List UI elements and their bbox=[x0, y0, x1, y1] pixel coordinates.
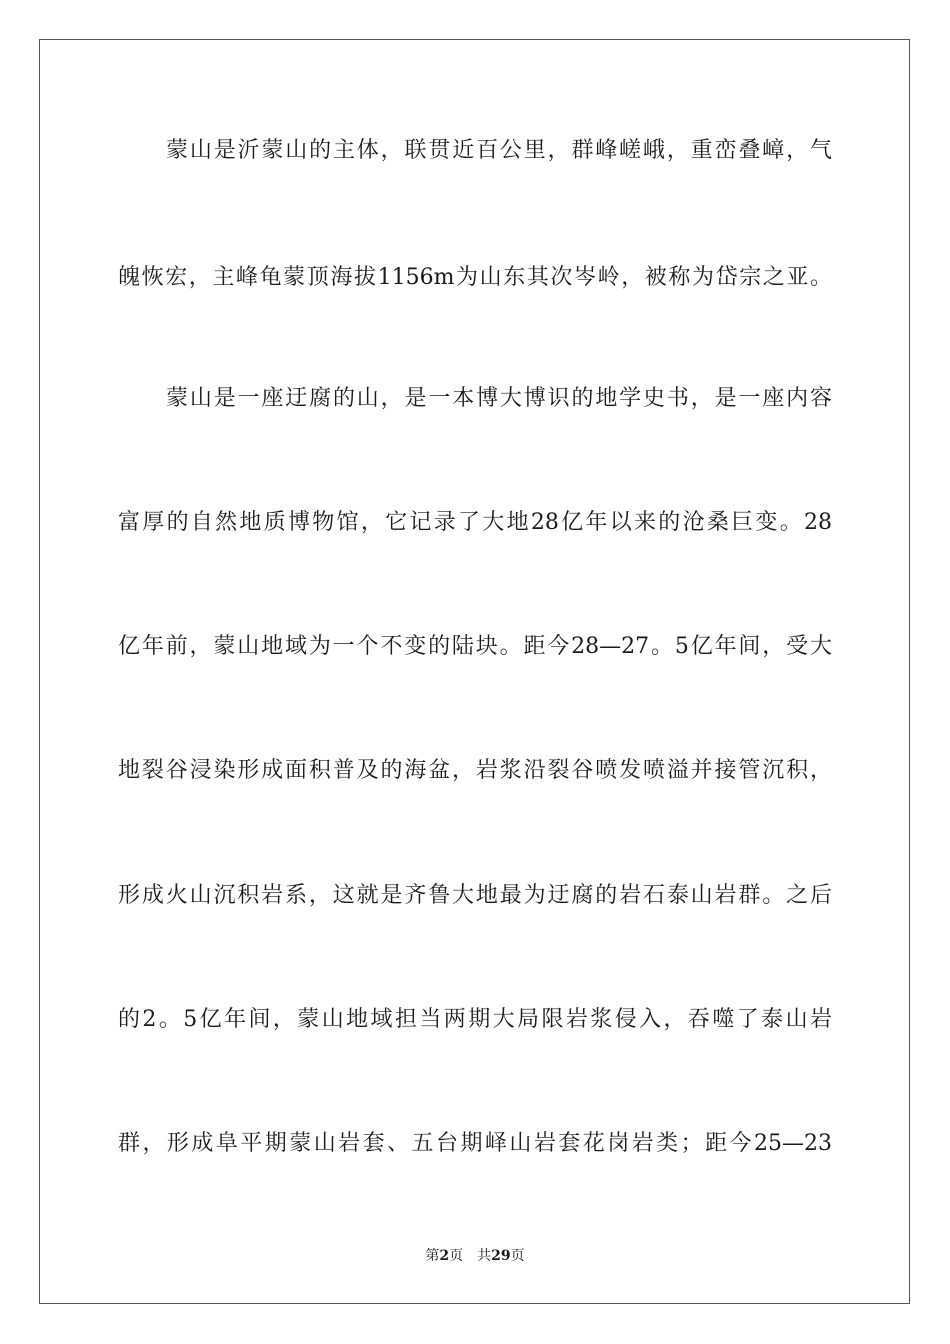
paragraph-2-line-6: 的2。5亿年间，蒙山地域担当两期大局限岩浆侵入，吞噬了泰山岩 bbox=[118, 1007, 832, 1032]
paragraph-2-line-7: 群，形成阜平期蒙山岩套、五台期峄山岩套花岗岩类；距今25—23 bbox=[118, 1131, 832, 1156]
footer-mid: 页 共 bbox=[449, 1248, 492, 1264]
paragraph-1-line-1: 蒙山是沂蒙山的主体，联贯近百公里，群峰嵯峨，重峦叠嶂，气 bbox=[166, 138, 832, 163]
paragraph-1-line-2: 魄恢宏，主峰龟蒙顶海拔1156m为山东其次岑岭，被称为岱宗之亚。 bbox=[118, 265, 832, 290]
paragraph-2-line-3: 亿年前，蒙山地域为一个不变的陆块。距今28—27。5亿年间，受大 bbox=[118, 634, 832, 659]
total-page-count: 29 bbox=[491, 1248, 511, 1264]
footer-suffix: 页 bbox=[510, 1248, 525, 1264]
footer-prefix: 第 bbox=[425, 1248, 440, 1264]
current-page-number: 2 bbox=[439, 1248, 450, 1264]
paragraph-2-line-5: 形成火山沉积岩系，这就是齐鲁大地最为迂腐的岩石泰山岩群。之后 bbox=[118, 883, 832, 908]
paragraph-2-line-1: 蒙山是一座迂腐的山，是一本博大博识的地学史书，是一座内容 bbox=[166, 386, 832, 411]
paragraph-2-line-4: 地裂谷浸染形成面积普及的海盆，岩浆沿裂谷喷发喷溢并接管沉积， bbox=[118, 758, 832, 783]
paragraph-2-line-2: 富厚的自然地质博物馆，它记录了大地28亿年以来的沧桑巨变。28 bbox=[118, 510, 832, 535]
page-border bbox=[39, 39, 910, 1304]
page-number-footer bbox=[0, 1247, 950, 1265]
